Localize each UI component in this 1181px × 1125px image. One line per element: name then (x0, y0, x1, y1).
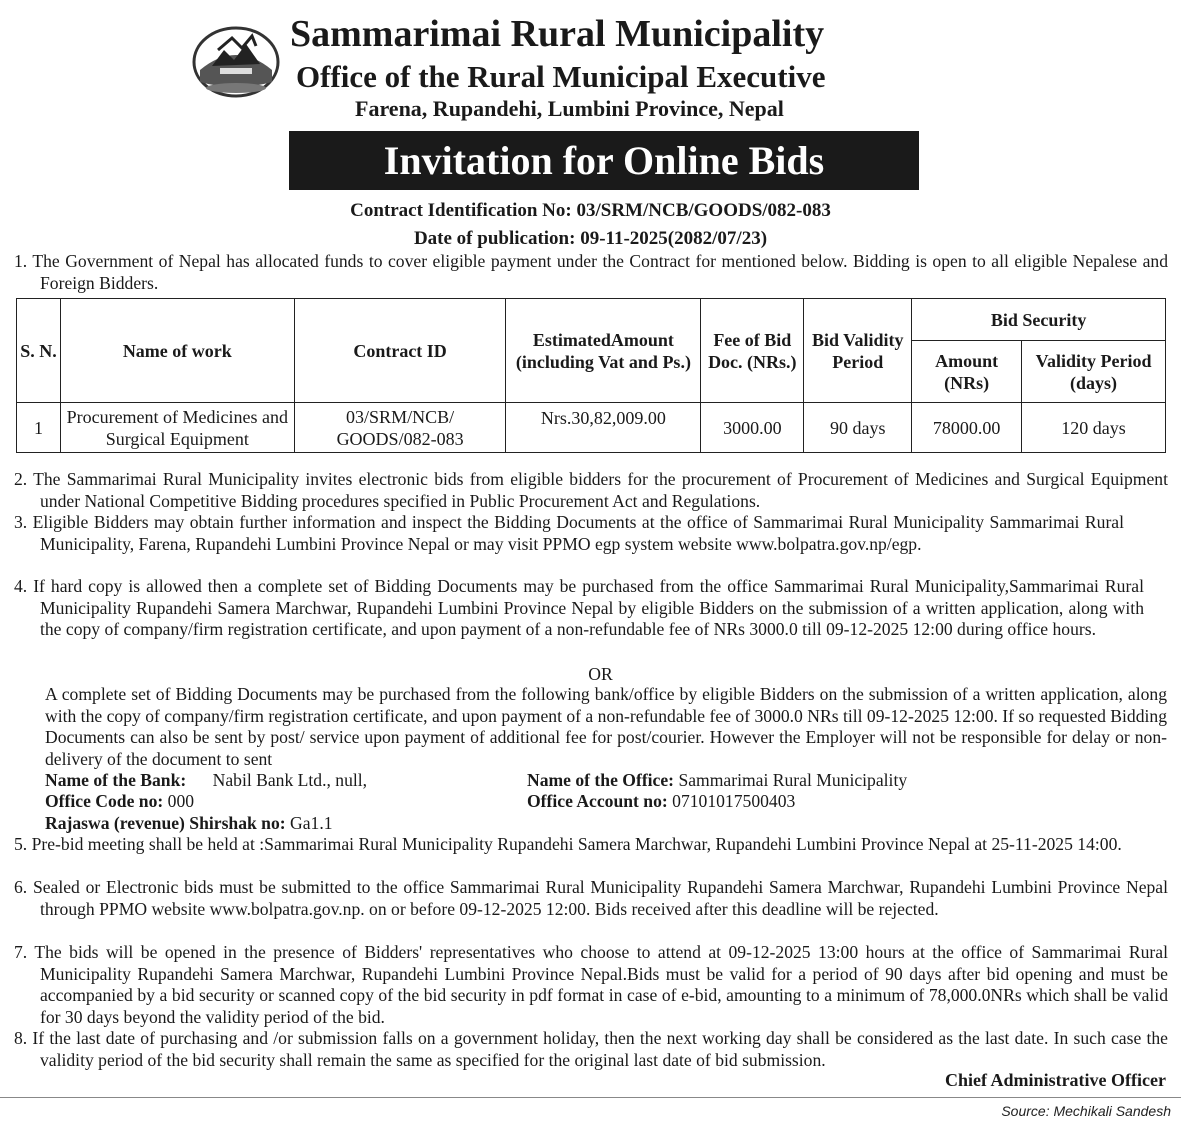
cell-sn: 1 (17, 403, 61, 453)
bank-name-row (45, 770, 367, 792)
cell-validity: 90 days (804, 403, 912, 453)
header-security-validity: Validity Period (days) (1022, 341, 1166, 403)
signature-line: Chief Administrative Officer (945, 1070, 1166, 1090)
header-sn: S. N. (17, 299, 61, 403)
paragraph-5: 5. Pre-bid meeting shall be held at :Sammarimai Rural Municipality Rupandehi Samera Marchwar, Rupandehi Lumbini Province Nepal at 25-11-2025 14:00. (14, 834, 1122, 854)
municipality-title: Sammarimai Rural Municipality (290, 13, 825, 55)
header-bid-validity: Bid Validity Period (804, 299, 912, 403)
rajaswa-value: Ga1.1 (290, 813, 333, 833)
divider (0, 1097, 1181, 1098)
office-name-row (527, 770, 907, 792)
cell-security-amount: 78000.00 (912, 403, 1022, 453)
contract-id-line: Contract Identification No: 03/SRM/NCB/GOODS/082-083 (350, 200, 831, 221)
paragraph-6: 6. Sealed or Electronic bids must be submitted to the office Sammarimai Rural Municipality Rupandehi Samera Marchwar, Rupandehi Lumbini Province Nepal through PPMO website www.bolpatra.gov.np. on or before 09-12-2025 12:00. Bids received after this deadline will be rejected. (14, 877, 1168, 919)
office-code-row (45, 791, 194, 813)
cell-fee: 3000.00 (701, 403, 804, 453)
or-separator: OR (588, 664, 613, 684)
paragraph-1: 1. The Government of Nepal has allocated funds to cover eligible payment under the Contract for mentioned below. Bidding is open to all eligible Nepalese and Foreign Bidders. (14, 251, 1168, 293)
header-security-amount: Amount (NRs) (912, 341, 1022, 403)
paragraph-4b: A complete set of Bidding Documents may be purchased from the following bank/office by eligible Bidders on the submission of a written application, along with the copy of company/firm registration certificate, and upon payment of a non-refundable fee of 3000.0 NRs till 09-12-2025 12:00. If so requested Bidding Documents can also be sent by post/ service upon payment of additional fee for post/courier. However the Employer will not be responsible for delay or non-delivery of the document to sent (45, 684, 1167, 769)
nepal-emblem-icon (190, 20, 282, 100)
bank-value: Nabil Bank Ltd., null, (212, 770, 368, 790)
paragraph-8: 8. If the last date of purchasing and /or submission falls on a government holiday, then the next working day shall be considered as the last date. In such case the validity period of the bid security shall remain the same as specified for the original last date of bid submission. (14, 1028, 1168, 1070)
office-account-row (527, 791, 795, 813)
bid-table (16, 298, 1166, 453)
office-account-label: Office Account no: (527, 791, 668, 811)
header-contract-id: Contract ID (294, 299, 506, 403)
paragraph-3: 3. Eligible Bidders may obtain further information and inspect the Bidding Documents at the office of Sammarimai Rural Municipality Sammarimai Rural Municipality, Farena, Rupandehi Lumbini Province Nepal or may visit PPMO egp system website www.bolpatra.gov.np/egp. (14, 512, 1124, 554)
publication-date-line: Date of publication: 09-11-2025(2082/07/23) (413, 228, 768, 249)
paragraph-4: 4. If hard copy is allowed then a complete set of Bidding Documents may be purchased from the office Sammarimai Rural Municipality,Sammarimai Rural Municipality Rupandehi Samera Marchwar, Rupandehi Lumbini Province Nepal by eligible Bidders on the submission of a written application, along with the copy of company/firm registration certificate, and upon payment of a non-refundable fee of NRs 3000.0 till 09-12-2025 12:00 during office hours. (14, 576, 1144, 639)
cell-contract: 03/SRM/NCB/ GOODS/082-083 (294, 403, 506, 453)
rajaswa-row (45, 813, 333, 835)
header-fee: Fee of Bid Doc. (NRs.) (701, 299, 804, 403)
office-account-value: 07101017500403 (672, 791, 796, 811)
rajaswa-label: Rajaswa (revenue) Shirshak no: (45, 813, 286, 833)
table-row (17, 403, 1166, 453)
bank-label: Name of the Bank: (45, 770, 187, 790)
office-code-label: Office Code no: (45, 791, 164, 811)
source-credit: Source: Mechikali Sandesh (1001, 1103, 1171, 1119)
notice-banner: Invitation for Online Bids (289, 131, 919, 190)
office-label: Name of the Office: (527, 770, 675, 790)
office-title: Office of the Rural Municipal Executive (296, 59, 826, 94)
cell-name: Procurement of Medicines and Surgical Equipment (60, 403, 294, 453)
header-name-of-work: Name of work (60, 299, 294, 403)
paragraph-2: 2. The Sammarimai Rural Municipality invites electronic bids from eligible bidders for the procurement of Procurement of Medicines and Surgical Equipment under National Competitive Bidding procedures specified in Public Procurement Act and Regulations. (14, 469, 1168, 511)
address-line: Farena, Rupandehi, Lumbini Province, Nepal (355, 96, 784, 121)
cell-security-validity: 120 days (1022, 403, 1166, 453)
office-value: Sammarimai Rural Municipality (678, 770, 908, 790)
office-code-value: 000 (167, 791, 195, 811)
header-bid-security: Bid Security (912, 299, 1166, 341)
paragraph-7: 7. The bids will be opened in the presence of Bidders' representatives who choose to attend at 09-12-2025 13:00 hours at the office of Sammarimai Rural Municipality Rupandehi Samera Marchwar, Rupandehi Lumbini Province Nepal.Bids must be valid for a period of 90 days after bid opening and must be accompanied by a bid security or scanned copy of the bid security in pdf format in case of e-bid, amounting to a minimum of 78,000.0NRs which shall be valid for 30 days beyond the validity period of the bid. (14, 942, 1168, 1027)
header-estimated-amount: EstimatedAmount (including Vat and Ps.) (506, 299, 701, 403)
cell-amount: Nrs.30,82,009.00 (506, 403, 701, 453)
